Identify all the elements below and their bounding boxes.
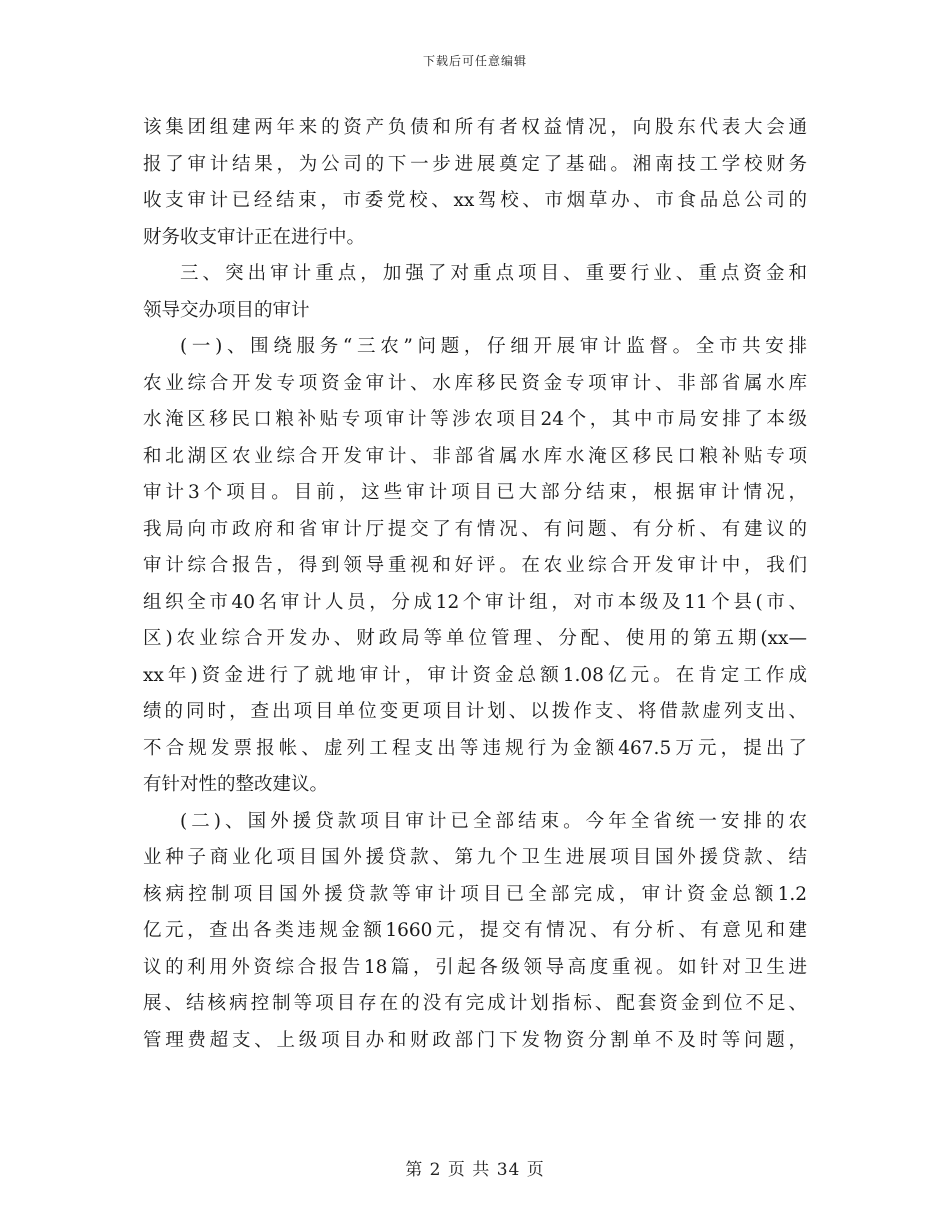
text-line: (一)、围绕服务“三农”问题，仔细开展审计监督。全市共安排 — [180, 336, 807, 357]
text-line: 水淹区移民口粮补贴专项审计等涉农项目24个，其中市局安排了本级 — [143, 409, 807, 430]
text-line: 收支审计已经结束，市委党校、xx驾校、市烟草办、市食品总公司的 — [143, 190, 807, 211]
text-line: 财务收支审计正在进行中。 — [143, 226, 366, 248]
text-line: 管理费超支、上级项目办和财政部门下发物资分割单不及时等问题， — [143, 1029, 807, 1051]
text-line: 审计综合报告，得到领导重视和好评。在农业综合开发审计中，我们 — [143, 555, 807, 576]
text-line: 绩的同时，查出项目单位变更项目计划、以拨作支、将借款虚列支出、 — [143, 701, 807, 722]
text-line: xx年)资金进行了就地审计，审计资金总额1.08亿元。在肯定工作成 — [143, 664, 807, 686]
page-number-footer: 第 2 页 共 34 页 — [405, 1160, 545, 1180]
text-line: 和北湖区农业综合开发审计、非部省属水库水淹区移民口粮补贴专项 — [143, 445, 807, 467]
text-line: 报了审计结果，为公司的下一步进展奠定了基础。湘南技工学校财务 — [143, 153, 807, 175]
text-line: (二)、国外援贷款项目审计已全部结束。今年全省统一安排的农 — [180, 810, 807, 832]
text-line: 我局向市政府和省审计厅提交了有情况、有问题、有分析、有建议的 — [143, 518, 807, 540]
text-line: 有针对性的整改建议。 — [143, 774, 329, 795]
text-line: 区)农业综合开发办、财政局等单位管理、分配、使用的第五期(xx— — [143, 628, 807, 649]
text-line: 展、结核病控制等项目存在的没有完成计划指标、配套资金到位不足、 — [143, 993, 807, 1014]
text-line: 审计3个项目。目前，这些审计项目已大部分结束，根据审计情况， — [143, 482, 807, 503]
text-line: 领导交办项目的审计 — [143, 299, 310, 321]
document-body — [143, 110, 807, 1059]
text-line: 组织全市40名审计人员，分成12个审计组，对市本级及11个县(市、 — [143, 591, 807, 613]
text-line: 核病控制项目国外援贷款等审计项目已全部完成，审计资金总额1.2 — [143, 883, 807, 905]
text-line: 业种子商业化项目国外援贷款、第九个卫生进展项目国外援贷款、结 — [143, 847, 807, 868]
text-line: 该集团组建两年来的资产负债和所有者权益情况，向股东代表大会通 — [143, 117, 807, 138]
text-line: 议的利用外资综合报告18篇，引起各级领导高度重视。如针对卫生进 — [143, 956, 807, 978]
text-line: 亿元，查出各类违规金额1660元，提交有情况、有分析、有意见和建 — [143, 920, 807, 941]
text-line: 农业综合开发专项资金审计、水库移民资金专项审计、非部省属水库 — [143, 372, 807, 394]
text-line: 三、突出审计重点，加强了对重点项目、重要行业、重点资金和 — [180, 263, 807, 284]
text-line: 不合规发票报帐、虚列工程支出等违规行为金额467.5万元，提出了 — [143, 737, 807, 759]
page-header-note: 下载后可任意编辑 — [422, 54, 527, 68]
